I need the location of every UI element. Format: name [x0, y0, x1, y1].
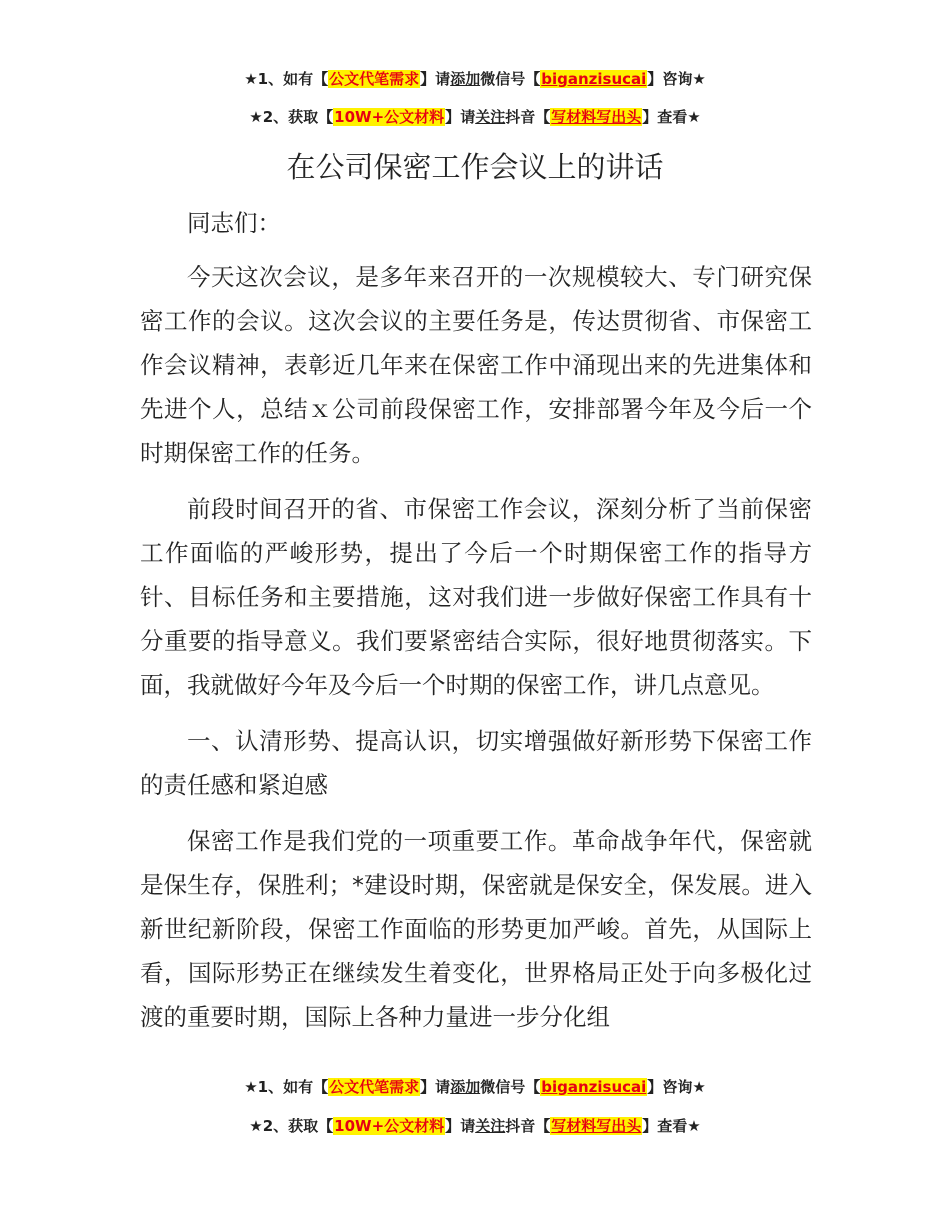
- promo-text: 抖音: [505, 108, 536, 126]
- promo-text: ★2、获取: [249, 1117, 319, 1135]
- promo-text: 查看★: [657, 1117, 701, 1135]
- promo-banner-top-line-1: [0, 69, 950, 89]
- promo-bracket: 】: [445, 1117, 461, 1135]
- promo-bracket: 】: [420, 70, 436, 88]
- promo-banner-bottom-line-1: [0, 1077, 950, 1097]
- promo-bracket: 】: [647, 70, 663, 88]
- promo-text: 抖音: [505, 1117, 536, 1135]
- paragraph-background: 前段时间召开的省、市保密工作会议，深刻分析了当前保密工作面临的严峻形势，提出了今后一个时期保密工作的指导方针、目标任务和主要措施，这对我们进一步做好保密工作具有十分重要的指导意义。我们要紧密结合实际，很好地贯彻落实。下面，我就做好今年及今后一个时期的保密工作，讲几点意见。: [140, 495, 812, 699]
- promo-underlined-text: 添加: [450, 1078, 481, 1096]
- promo-text: ★1、如有: [244, 1078, 314, 1096]
- document-title: 在公司保密工作会议上的讲话: [286, 150, 664, 184]
- promo-text: 请: [435, 1078, 451, 1096]
- promo-bracket: 】: [642, 1117, 658, 1135]
- promo-text: 查看★: [657, 108, 701, 126]
- promo-bracket: 【: [535, 1117, 551, 1135]
- promo-banner-top-line-2: [0, 107, 950, 127]
- promo-highlight-service: 公文代笔需求: [329, 1078, 420, 1096]
- document-body: [140, 201, 812, 1051]
- paragraph-section-1: 保密工作是我们党的一项重要工作。革命战争年代，保密就是保生存，保胜利；*建设时期，保密就是保安全，保发展。进入新世纪新阶段，保密工作面临的形势更加严峻。首先，从国际上看，国际形势正在继续发生着变化，世界格局正处于向多极化过渡的重要时期，国际上各种力量进一步分化组: [140, 827, 812, 1031]
- paragraph-intro: 今天这次会议，是多年来召开的一次规模较大、专门研究保密工作的会议。这次会议的主要任务是，传达贯彻省、市保密工作会议精神，表彰近几年来在保密工作中涌现出来的先进集体和先进个人，总结ｘ公司前段保密工作，安排部署今年及今后一个时期保密工作的任务。: [140, 263, 812, 467]
- promo-highlight-wechat-id: biganzisucai: [541, 1078, 647, 1096]
- promo-text: 请: [435, 70, 451, 88]
- promo-highlight-materials: 10W+公文材料: [334, 108, 445, 126]
- promo-bracket: 】: [420, 1078, 436, 1096]
- promo-bracket: 【: [318, 1117, 334, 1135]
- promo-bracket: 】: [642, 108, 658, 126]
- promo-text: 请: [460, 108, 476, 126]
- promo-underlined-text: 添加: [450, 70, 481, 88]
- promo-bracket: 【: [535, 108, 551, 126]
- promo-text: 咨询★: [662, 70, 706, 88]
- promo-text: ★2、获取: [249, 108, 319, 126]
- promo-text: 微信号: [480, 1078, 526, 1096]
- promo-highlight-douyin-account: 写材料写出头: [551, 1117, 642, 1135]
- promo-highlight-wechat-id: biganzisucai: [541, 70, 647, 88]
- promo-highlight-materials: 10W+公文材料: [334, 1117, 445, 1135]
- promo-bracket: 】: [445, 108, 461, 126]
- promo-underlined-text: 关注: [475, 1117, 506, 1135]
- promo-bracket: 】: [647, 1078, 663, 1096]
- promo-highlight-service: 公文代笔需求: [329, 70, 420, 88]
- promo-text: 请: [460, 1117, 476, 1135]
- promo-highlight-douyin-account: 写材料写出头: [551, 108, 642, 126]
- promo-bracket: 【: [318, 108, 334, 126]
- promo-bracket: 【: [525, 1078, 541, 1096]
- promo-text: ★1、如有: [244, 70, 314, 88]
- section-heading-1: 一、认清形势、提高认识，切实增强做好新形势下保密工作的责任感和紧迫感: [140, 727, 812, 799]
- promo-text: 微信号: [480, 70, 526, 88]
- promo-underlined-text: 关注: [475, 108, 506, 126]
- promo-text: 咨询★: [662, 1078, 706, 1096]
- promo-bracket: 【: [313, 70, 329, 88]
- promo-bracket: 【: [313, 1078, 329, 1096]
- promo-bracket: 【: [525, 70, 541, 88]
- promo-banner-bottom-line-2: [0, 1116, 950, 1136]
- greeting: 同志们：: [187, 209, 281, 237]
